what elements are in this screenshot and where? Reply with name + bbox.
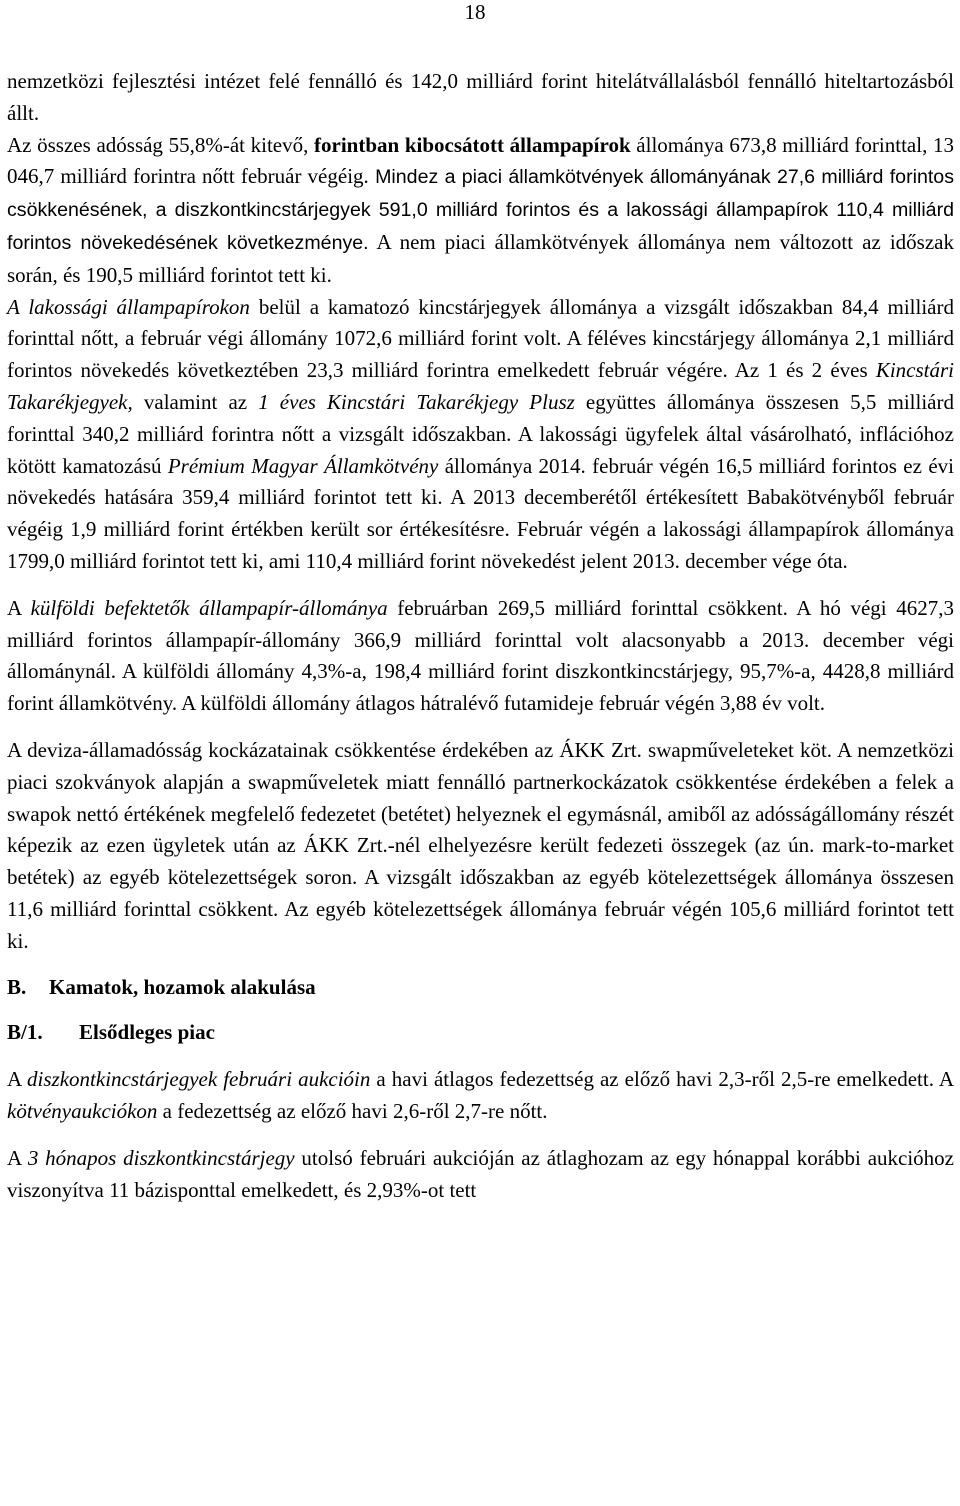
p4-text-1: A — [7, 595, 31, 620]
section-heading-b — [7, 972, 954, 1004]
paragraph-1: nemzetközi fejlesztési intézet felé fennálló és 142,0 milliárd forint hitelátvállalásból fennálló hiteltartozásból állt. — [7, 69, 954, 125]
p2-bold-1: forintban kibocsátott állampapírok — [314, 132, 631, 157]
paragraph-3 — [7, 292, 954, 578]
p6-italic-2: kötvényaukciókon — [7, 1098, 158, 1123]
section-heading-b1 — [7, 1017, 954, 1049]
p3-text-4: állománya 2014. február végén 16,5 milliárd forintos ez évi növekedés hatására 359,4 milliárd forintot tett ki. A 2013 decemberétől értékesített Babakötvényből február végéig 1,9 milliárd forint értékben került sor értékesítésre. Február végén a lakossági állampapírok állománya 1799,0 milliárd forintot tett ki, ami 110,4 milliárd forint növekedést jelent 2013. december vége óta. — [7, 453, 954, 573]
document-body — [7, 66, 954, 1206]
p2-text-2: állománya 673,8 milliárd forinttal, 13 046,7 milliárd forintra nőtt február végéig. — [7, 132, 954, 189]
p6-text-3: a fedezettség az előző havi 2,6-ről 2,7-re nőtt. — [157, 1098, 548, 1123]
paragraph-6 — [7, 1064, 954, 1128]
p7-italic-1: 3 hónapos diszkontkincstárjegy — [27, 1145, 295, 1170]
paragraph-4 — [7, 593, 954, 720]
paragraph-2 — [7, 130, 954, 292]
p3-italic-2: Kincstári Takarékjegyek, — [7, 358, 954, 414]
p6-italic-1: diszkontkincstárjegyek februári aukcióin — [27, 1067, 371, 1092]
p3-italic-4: Prémium Magyar Államkötvény — [167, 453, 439, 478]
p3-italic-3: 1 éves Kincstári Takarékjegy Plusz — [258, 389, 575, 414]
paragraph-5: A deviza-államadósság kockázatainak csökkentése érdekében az ÁKK Zrt. swapműveleteket köt. A nemzetközi piaci szokványok alapján a swapműveletek miatt fennálló partnerkockázatok csökkentése érdekében a felek a swapok nettó értékének megfelelő fedezetet (betétet) helyeznek el egymásnál, amiből az adósságállomány részét képezik az ezen ügyletek után az ÁKK Zrt.-nél elhelyezésre került fedezeti összegek (az ún. mark-to-market betétek) az egyéb kötelezettségek soron. A vizsgált időszakban az egyéb kötelezettségek állománya összesen 11,6 milliárd forinttal csökkent. Az egyéb kötelezettségek állománya február végén 105,6 milliárd forintot tett ki. — [7, 737, 954, 953]
p4-italic-1: külföldi befektetők állampapír-állománya — [30, 595, 388, 620]
p3-text-2: valamint az — [132, 389, 259, 414]
section-number-b1: B/1. — [7, 1020, 43, 1045]
section-title-b1: Elsődleges piac — [79, 1020, 215, 1045]
p4-text-2: februárban 269,5 milliárd forinttal csökkent. A hó végi 4627,3 milliárd forintos állampapír-állomány 366,9 milliárd forinttal volt alacsonyabb a 2013. december végi állománynál. A külföldi állomány 4,3%-a, 198,4 milliárd forint diszkontkincstárjegy, 95,7%-a, 4428,8 milliárd forint államkötvény. A külföldi állomány átlagos hátralévő futamideje február végén 3,88 év volt. — [7, 595, 954, 716]
p6-text-1: A — [7, 1067, 28, 1092]
p2-sans-1: Mindez a piaci államkötvények állományának 27,6 milliárd forintos csökkenésének, a diszkontkincstárjegyek 591,0 milliárd forintos és a lakossági állampapírok 110,4 milliárd forintos növekedésének következménye. — [7, 166, 954, 254]
p2-text-1: Az összes adósság 55,8%-át kitevő, — [7, 132, 315, 157]
section-title-b: Kamatok, hozamok alakulása — [49, 974, 316, 999]
p2-text-3: A nem piaci államkötvények állománya nem változott az időszak során, és 190,5 milliárd forintot tett ki. — [7, 229, 954, 287]
p7-text-2: utolsó februári aukcióján az átlaghozam az egy hónappal korábbi aukcióhoz viszonyítva 11 bázisponttal emelkedett, és 2,93%-ot tett — [7, 1145, 954, 1202]
paragraph-7 — [7, 1143, 954, 1207]
p3-text-1: belül a kamatozó kincstárjegyek állománya a vizsgált időszakban 84,4 milliárd forinttal nőtt, a február végi állomány 1072,6 milliárd forint volt. A féléves kincstárjegy állománya 2,1 milliárd forintos növekedés következtében 23,3 milliárd forintra emelkedett február végére. Az 1 és 2 éves — [7, 294, 954, 383]
p3-text-3: együttes állománya összesen 5,5 milliárd forinttal 340,2 milliárd forintra nőtt a vizsgált időszakban. A lakossági ügyfelek által vásárolható, inflációhoz kötött kamatozású — [7, 389, 954, 478]
section-number-b: B. — [7, 974, 27, 999]
page-number: 18 — [464, 0, 486, 24]
p3-italic-1: A lakossági állampapírokon — [7, 294, 250, 319]
p6-text-2: a havi átlagos fedezettség az előző havi 2,3-ről 2,5-re emelkedett. A — [370, 1067, 954, 1092]
p7-text-1: A — [7, 1145, 28, 1170]
